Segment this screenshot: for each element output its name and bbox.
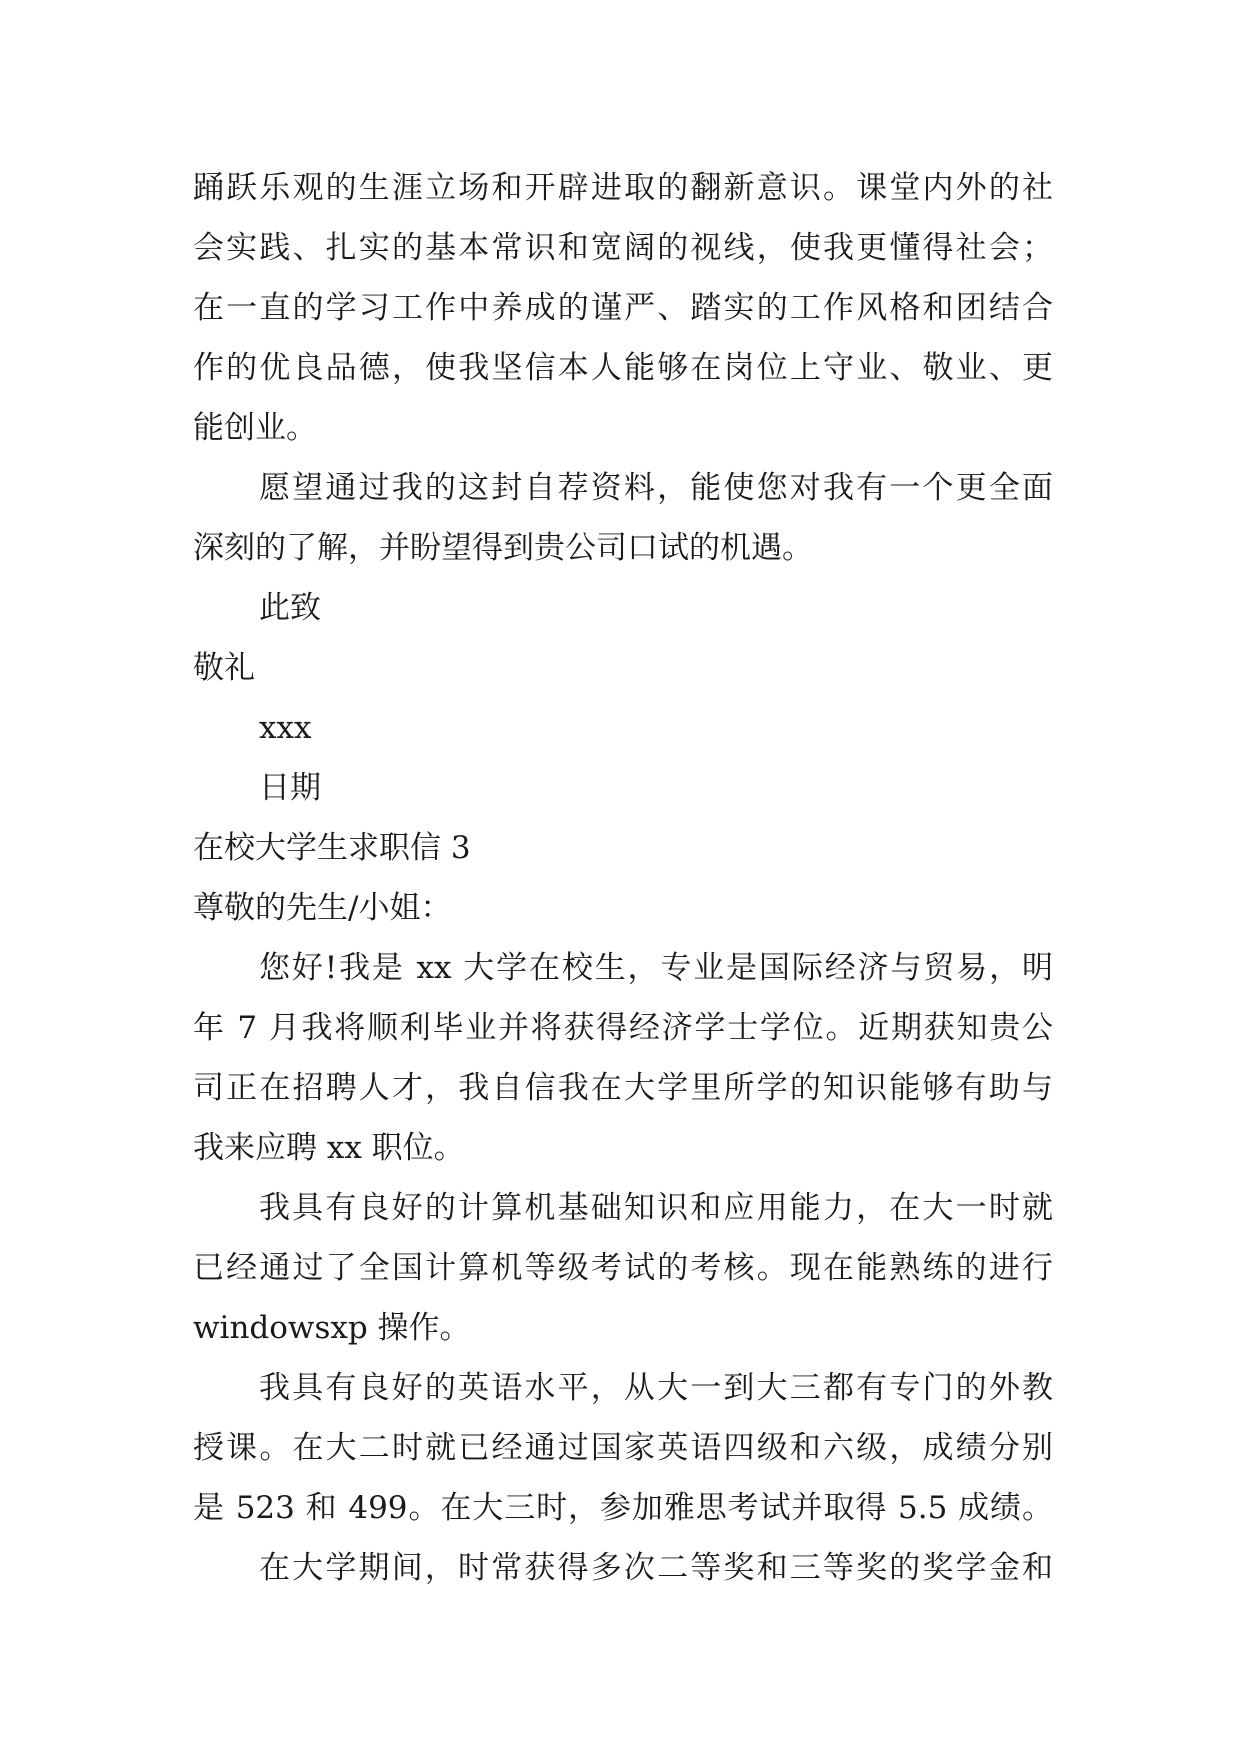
body-line-4: 作的优良品德，使我坚信本人能够在岗位上守业、敬业、更 — [193, 350, 1053, 386]
greeting: 尊敬的先生/小姐： — [193, 890, 452, 926]
body-line-3: 在一直的学习工作中养成的谨严、踏实的工作风格和团结合 — [193, 290, 1053, 326]
body-line-18: 我具有良好的计算机基础知识和应用能力，在大一时就 — [259, 1190, 1053, 1226]
body-line-14: 您好!我是 xx 大学在校生，专业是国际经济与贸易，明 — [259, 950, 1053, 986]
signature-date: 日期 — [259, 770, 321, 806]
section-title: 在校大学生求职信 3 — [193, 830, 471, 866]
body-line-24: 在大学期间，时常获得多次二等奖和三等奖的奖学金和 — [259, 1550, 1053, 1586]
body-line-1: 踊跃乐观的生涯立场和开辟进取的翻新意识。课堂内外的社 — [193, 170, 1053, 206]
closing-salutation: 此致 — [259, 590, 321, 626]
closing-regards: 敬礼 — [193, 650, 255, 686]
body-line-17: 我来应聘 xx 职位。 — [193, 1130, 465, 1166]
body-line-7: 深刻的了解，并盼望得到贵公司口试的机遇。 — [193, 530, 813, 566]
body-line-19: 已经通过了全国计算机等级考试的考核。现在能熟练的进行 — [193, 1250, 1053, 1286]
body-line-20: windowsxp 操作。 — [193, 1310, 471, 1346]
body-line-21: 我具有良好的英语水平，从大一到大三都有专门的外教 — [259, 1370, 1053, 1406]
body-line-2: 会实践、扎实的基本常识和宽阔的视线，使我更懂得社会； — [193, 230, 1053, 266]
body-line-15: 年 7 月我将顺利毕业并将获得经济学士学位。近期获知贵公 — [193, 1010, 1053, 1046]
body-line-16: 司正在招聘人才，我自信我在大学里所学的知识能够有助与 — [193, 1070, 1053, 1106]
signature-name: xxx — [259, 710, 312, 746]
body-line-22: 授课。在大二时就已经通过国家英语四级和六级，成绩分别 — [193, 1430, 1053, 1466]
body-line-5: 能创业。 — [193, 410, 317, 446]
letter-body — [193, 158, 1053, 1598]
body-line-6: 愿望通过我的这封自荐资料，能使您对我有一个更全面 — [259, 470, 1053, 506]
body-line-23: 是 523 和 499。在大三时，参加雅思考试并取得 5.5 成绩。 — [193, 1490, 1053, 1526]
